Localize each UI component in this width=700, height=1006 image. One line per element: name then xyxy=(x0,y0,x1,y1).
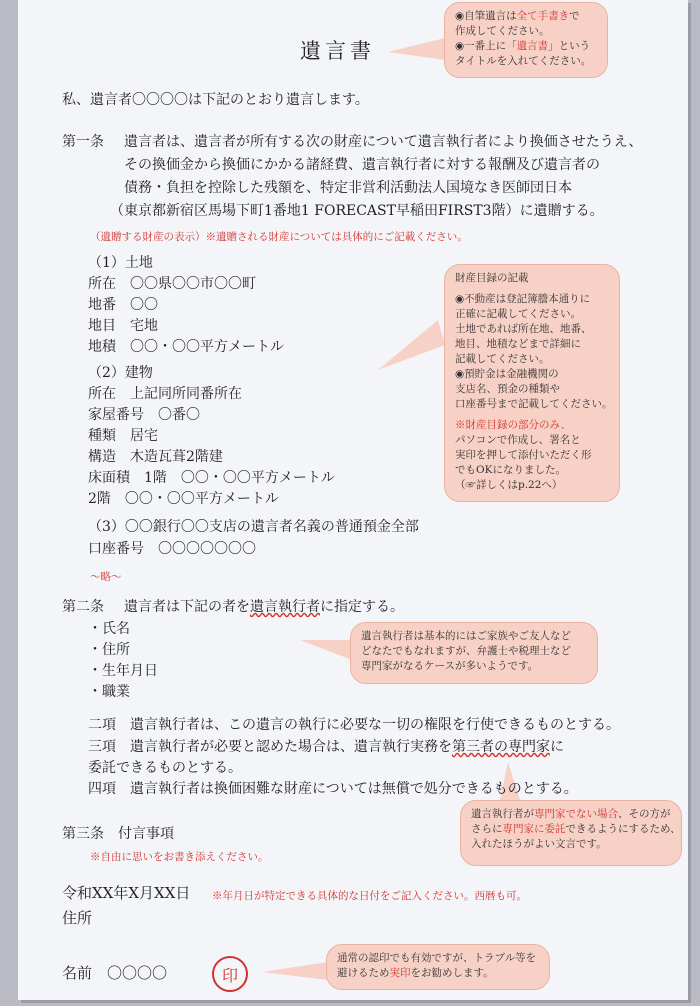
article1-line-1: 遺言者は、遺言者が所有する次の財産について遺言執行者により換価させたうえ、 xyxy=(124,134,643,150)
building-row: 所在 上記同所同番所在 xyxy=(88,386,242,402)
deposit-account: 口座番号 〇〇〇〇〇〇〇 xyxy=(88,541,256,557)
executor-item: ・職業 xyxy=(88,684,130,700)
executor-item: ・氏名 xyxy=(88,621,130,637)
omitted-marker: 〜略〜 xyxy=(90,571,122,583)
article1-line-3: 債務・負担を控除した残額を、特定非営利活動法人国境なき医師団日本 xyxy=(124,180,572,196)
article2-label: 第二条 xyxy=(62,599,104,615)
name-label: 名前 〇〇〇〇 xyxy=(62,964,168,982)
land-heading: （1）土地 xyxy=(88,255,153,271)
article3-note: ※自由に思いをお書き添えください。 xyxy=(90,851,269,863)
callout-handwriting: ◉自筆遺言は全て手書きで 作成してください。 ◉一番上に「遺言書」という タイトルを入れてください。 xyxy=(444,2,608,78)
building-row: 床面積 1階 〇〇・〇〇平方メートル xyxy=(88,470,335,486)
deposit-heading: （3）〇〇銀行〇〇支店の遺言者名義の普通預金全部 xyxy=(88,519,419,535)
building-row: 種類 居宅 xyxy=(88,428,158,444)
clause-4: 四項 遺言執行者は換価困難な財産については無償で処分できるものとする。 xyxy=(88,781,578,797)
executor-item: ・住所 xyxy=(88,642,130,658)
land-row: 所在 〇〇県〇〇市〇〇町 xyxy=(88,276,256,292)
land-row: 地番 〇〇 xyxy=(88,297,158,313)
article3-heading: 第三条 付言事項 xyxy=(62,826,174,842)
clause-3: 三項 遺言執行者が必要と認めた場合は、遺言執行実務を第三者の専門家に xyxy=(88,739,564,755)
callout-professional: 遺言執行者が専門家でない場合、その方が さらに専門家に委託できるようにするため、 入れたほうがよい文言です。 xyxy=(460,800,682,866)
executor-item: ・生年月日 xyxy=(88,663,158,679)
third-party-highlight: 第三者の専門家 xyxy=(452,739,550,755)
article1-line-4: （東京都新宿区馬場下町1番地1 FORECAST早稲田FIRST3階）に遺贈する。 xyxy=(110,203,604,219)
land-row: 地目 宅地 xyxy=(88,318,158,334)
seal-stamp-icon: 印 xyxy=(212,956,248,992)
intro-text: 私、遺言者〇〇〇〇は下記のとおり遺言します。 xyxy=(62,92,369,108)
building-row: 家屋番号 〇番〇 xyxy=(88,407,200,423)
property-note: （遺贈する財産の表示）※遺贈される財産については具体的にご記載ください。 xyxy=(90,231,468,243)
land-row: 地積 〇〇・〇〇平方メートル xyxy=(88,339,284,355)
article1-label: 第一条 xyxy=(62,134,104,150)
date-note: ※年月日が特定できる具体的な日付をご記入ください。西暦も可。 xyxy=(212,890,527,902)
executor-highlight: 遺言執行者 xyxy=(250,599,320,615)
date-text: 令和XX年X月XX日 xyxy=(62,884,191,902)
callout-executor: 遺言執行者は基本的にはご家族やご友人など どなたでもなれますが、弁護士や税理士など 専門家がなるケースが多いようです。 xyxy=(350,622,598,684)
callout-inventory: 財産目録の記載 ◉不動産は登記簿謄本通りに 正確に記載してください。 土地であれば所在地、地番、 地目、地積などまで詳細に 記載してください。 ◉預貯金は金融機関の 支店名、預金の種類や 口座番号まで記載してください。 ※財産目録の部分のみ、 パソコンで作成し、署名と 実印を押して添付いただく形 でもOKになりました。 （☞詳しくはp.22へ） xyxy=(444,264,620,502)
article2-text: 遺言者は下記の者を遺言執行者に指定する。 xyxy=(124,599,404,615)
address-label: 住所 xyxy=(62,909,93,927)
clause-2: 二項 遺言執行者は、この遺言の執行に必要な一切の権限を行使できるものとする。 xyxy=(88,717,620,733)
building-heading: （2）建物 xyxy=(88,365,153,381)
article1-line-2: その換価金から換価にかかる諸経費、遺言執行者に対する報酬及び遺言者の xyxy=(124,157,600,173)
building-row: 2階 〇〇・〇〇平方メートル xyxy=(88,491,279,507)
document-title: 遺言書 xyxy=(300,39,375,63)
clause-3-line2: 委託できるものとする。 xyxy=(88,760,242,776)
building-row: 構造 木造瓦葺2階建 xyxy=(88,449,223,465)
callout-seal: 通常の認印でも有効ですが、トラブル等を 避けるため実印をお勧めします。 xyxy=(326,944,550,990)
